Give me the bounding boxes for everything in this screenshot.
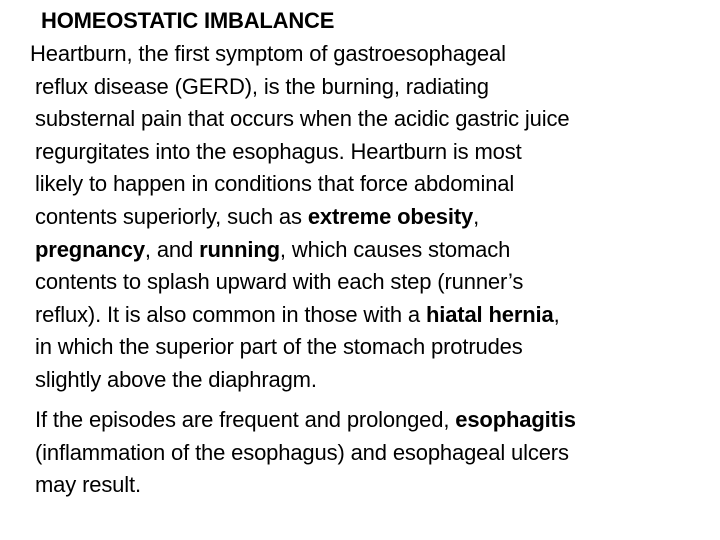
paragraph-esophagitis — [35, 404, 576, 502]
text-run: contents to splash upward with each step (runner’s — [35, 269, 524, 295]
text-run: may result. — [35, 472, 141, 498]
text-run: , — [473, 203, 480, 229]
text-run: contents superiorly, such as — [35, 203, 308, 229]
text-line — [0, 71, 569, 104]
text-run: slightly above the diaphragm. — [35, 366, 317, 392]
text-run: (inflammation of the esophagus) and esophageal ulcers — [35, 439, 569, 465]
text-line — [0, 299, 569, 332]
text-run: reflux disease (GERD), is the burning, radiating — [35, 73, 489, 99]
section-heading: HOMEOSTATIC IMBALANCE — [41, 8, 335, 33]
bold-term-running: running — [199, 236, 280, 262]
paragraph-heartburn — [0, 38, 569, 397]
text-run: , which causes stomach — [279, 236, 511, 262]
text-run: likely to happen in conditions that force abdominal — [35, 171, 515, 197]
text-line — [35, 404, 576, 437]
text-line — [0, 201, 569, 234]
text-run: If the episodes are frequent and prolonged, — [35, 407, 456, 432]
text-run: substernal pain that occurs when the acidic gastric juice — [35, 106, 570, 132]
text-line — [0, 136, 569, 169]
text-run: Heartburn, the first symptom of gastroesophageal — [30, 41, 506, 66]
text-line — [0, 234, 569, 267]
text-line — [0, 331, 569, 364]
bold-term-pregnancy: pregnancy — [35, 236, 145, 262]
bold-term-hiatal-hernia: hiatal hernia — [425, 301, 554, 327]
bold-term-esophagitis: esophagitis — [455, 407, 576, 432]
text-line — [0, 103, 569, 136]
text-run: reflux). It is also common in those with a — [35, 301, 426, 327]
text-line — [0, 266, 569, 299]
bold-term-extreme-obesity: extreme obesity — [307, 203, 474, 229]
text-line — [0, 364, 569, 397]
text-line — [35, 469, 576, 502]
text-run: , and — [144, 236, 200, 262]
text-run: regurgitates into the esophagus. Heartburn is most — [35, 138, 522, 164]
text-run: , — [553, 301, 560, 327]
text-line — [0, 168, 569, 201]
text-line — [0, 38, 569, 71]
text-line — [35, 437, 576, 470]
text-run: in which the superior part of the stomach protrudes — [35, 334, 523, 360]
